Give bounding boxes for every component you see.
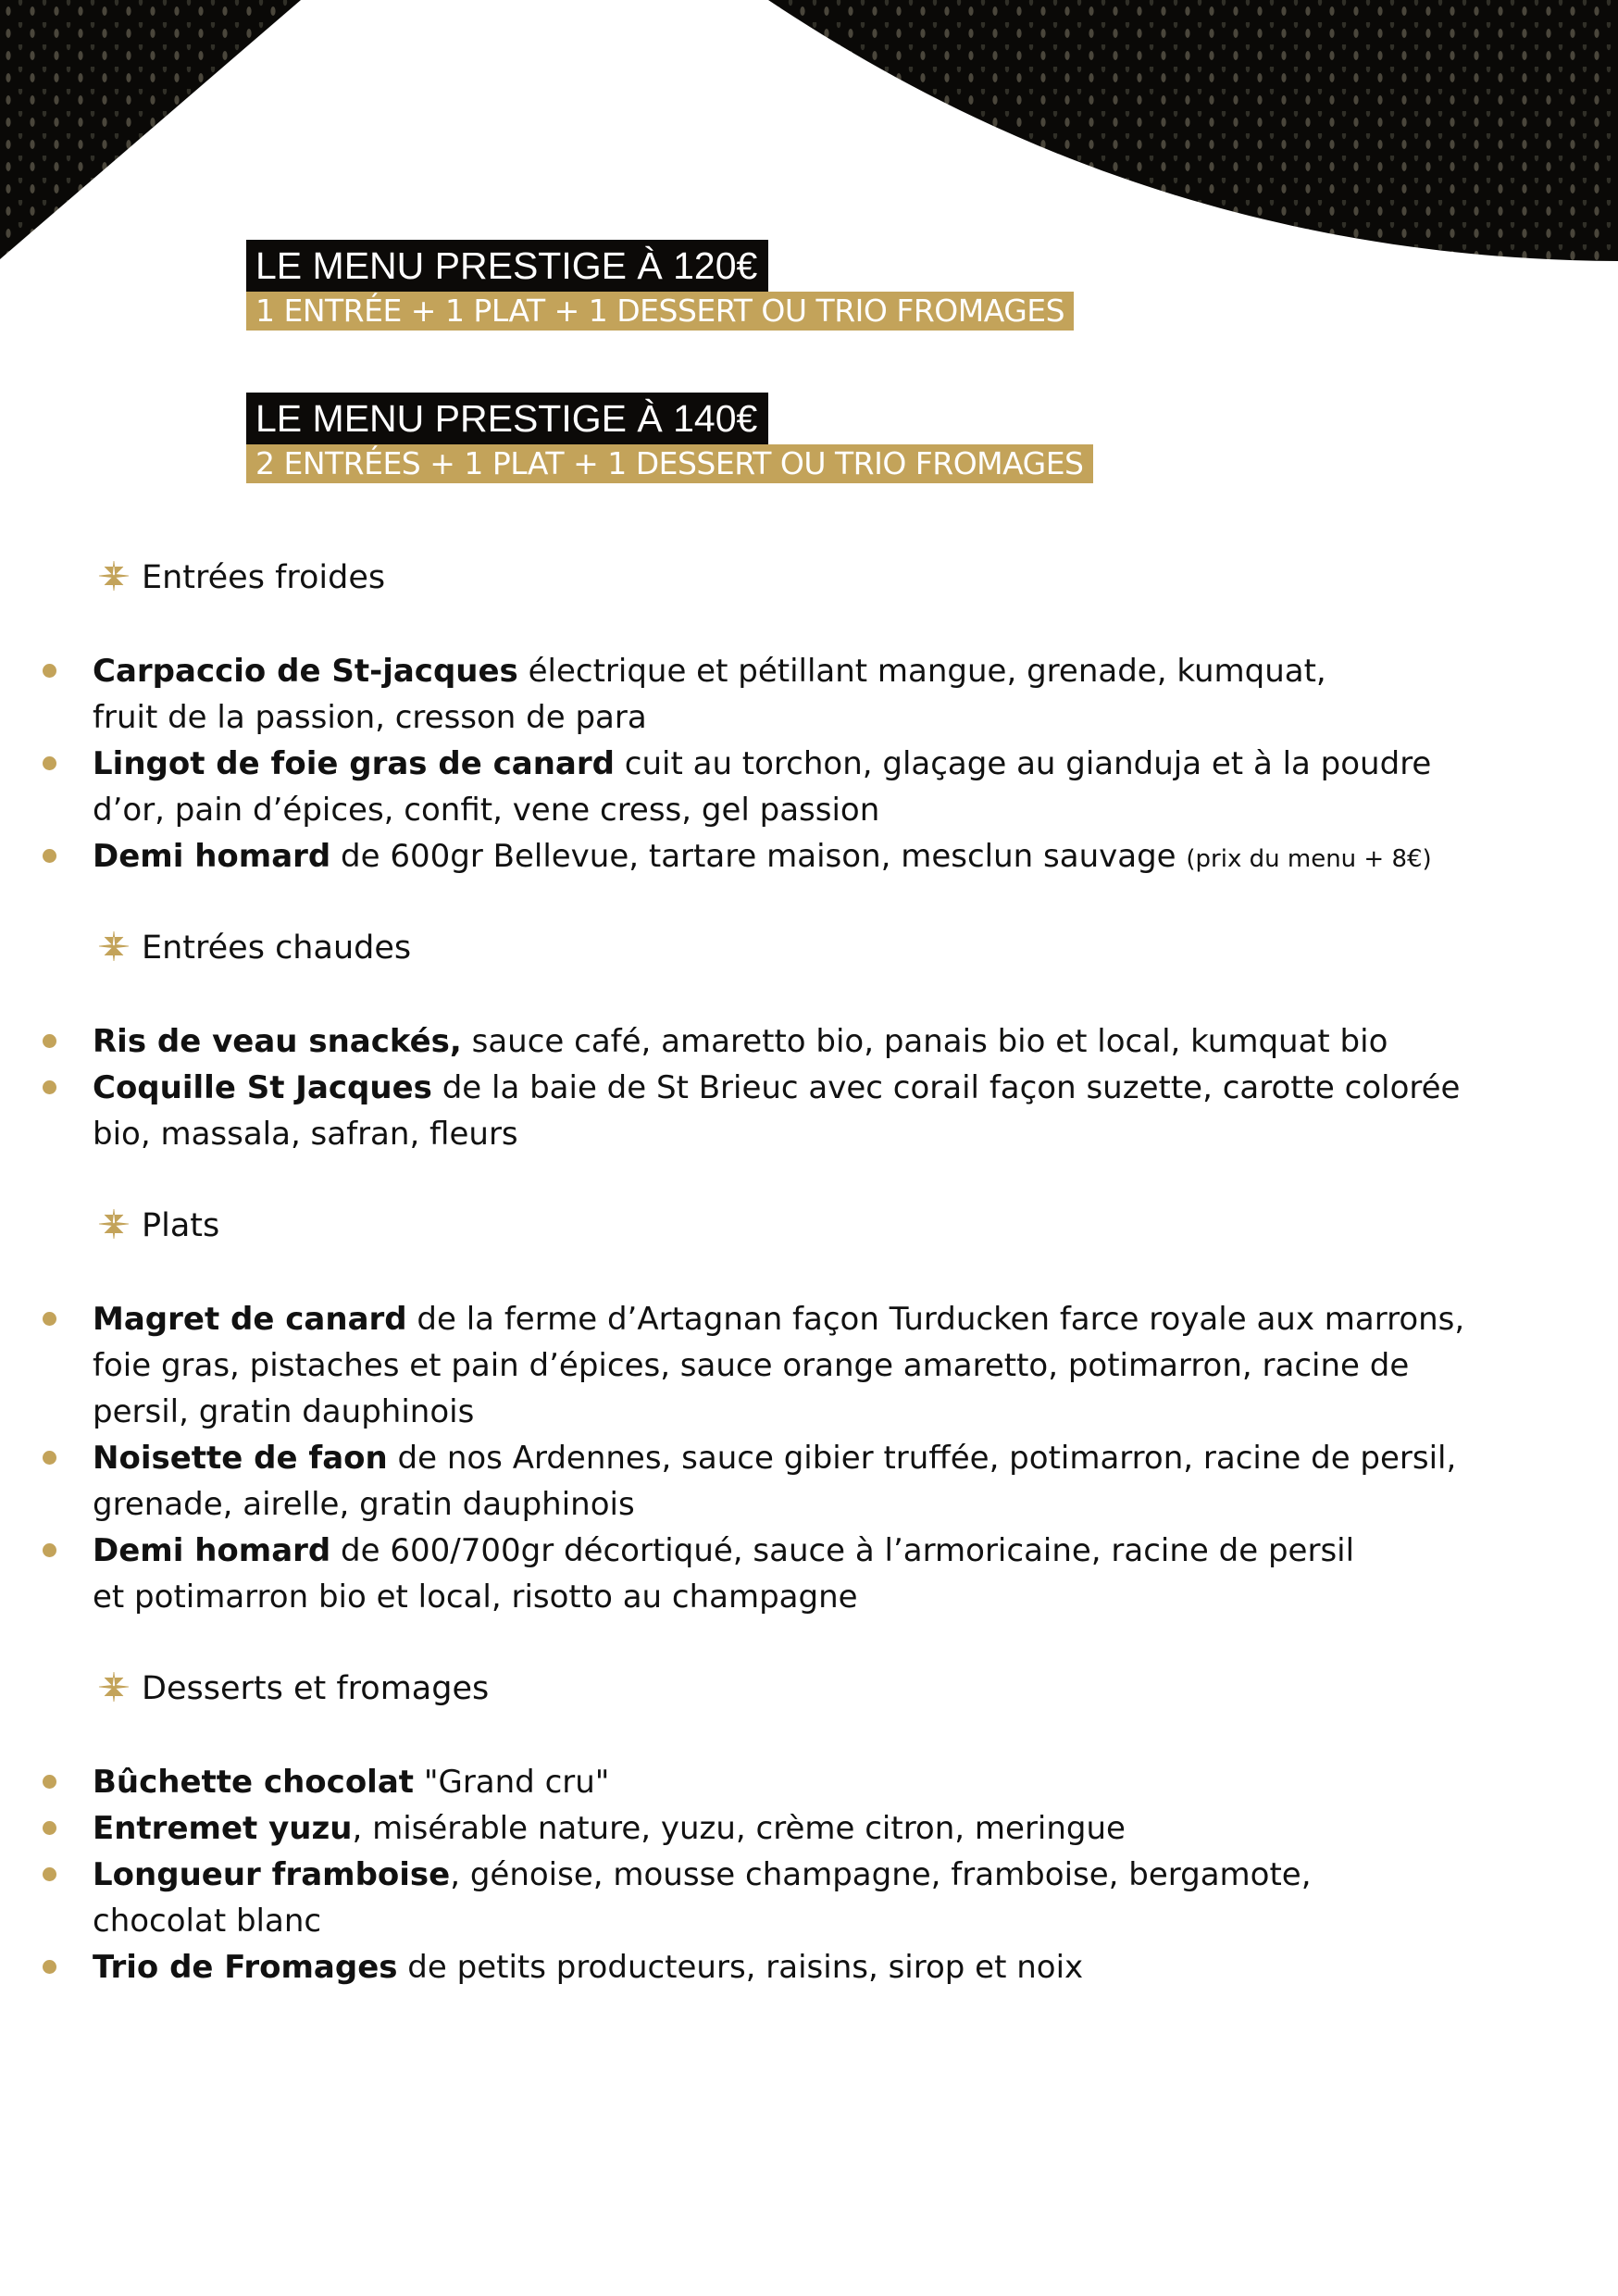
dish-description: de la ferme d’Artagnan façon Turducken farce royale aux marrons,	[406, 1301, 1465, 1338]
section-heading-label: Entrées froides	[142, 559, 386, 596]
dish-description: de nos Ardennes, sauce gibier truffée, potimarron, racine de persil,	[387, 1440, 1457, 1477]
dish-description-continued: foie gras, pistaches et pain d’épices, sauce orange amaretto, potimarron, racine de	[93, 1347, 1410, 1384]
section-heading-desserts	[97, 1668, 489, 1709]
dish-description: , génoise, mousse champagne, framboise, bergamote,	[450, 1856, 1312, 1893]
gold-dot-bullet	[43, 1312, 56, 1326]
gold-dot-bullet	[43, 849, 56, 863]
menu-item-trio-de-fromages	[93, 1944, 1083, 1990]
section-heading-entrees-chaudes	[97, 928, 411, 968]
header-decoration	[0, 0, 1618, 278]
dish-description-continued: et potimarron bio et local, risotto au champagne	[93, 1578, 858, 1616]
section-heading-label: Desserts et fromages	[142, 1670, 490, 1707]
menu-item-noisette-de-faon	[93, 1435, 1456, 1528]
gold-dot-bullet	[43, 1451, 56, 1465]
menu-subtitle: 2 ENTRÉES + 1 PLAT + 1 DESSERT OU TRIO FROMAGES	[246, 444, 1093, 483]
dish-description-continued: fruit de la passion, cresson de para	[93, 699, 647, 736]
menu-subtitle: 1 ENTRÉE + 1 PLAT + 1 DESSERT OU TRIO FROMAGES	[246, 292, 1074, 331]
dish-description-continued: grenade, airelle, gratin dauphinois	[93, 1486, 635, 1523]
top-left-dark-shape	[0, 0, 301, 259]
dish-name: Demi homard	[93, 838, 331, 875]
dish-name: Longueur framboise	[93, 1856, 451, 1893]
dish-name: Demi homard	[93, 1532, 331, 1569]
dish-description: de 600/700gr décortiqué, sauce à l’armoricaine, racine de persil	[330, 1532, 1355, 1569]
menu-item-demi-homard-armoricaine	[93, 1528, 1354, 1620]
dish-name: Bûchette chocolat	[93, 1764, 415, 1801]
sparkle-star-icon	[97, 1207, 131, 1241]
gold-dot-bullet	[43, 1034, 56, 1048]
dish-name: Coquille St Jacques	[93, 1069, 432, 1106]
menu-item-buchette-chocolat	[93, 1759, 609, 1805]
section-heading-label: Plats	[142, 1207, 220, 1244]
menu-item-carpaccio	[93, 648, 1326, 741]
menu-item-lingot-foie-gras	[93, 741, 1431, 833]
section-heading-label: Entrées chaudes	[142, 930, 412, 967]
dish-name: Carpaccio de St-jacques	[93, 653, 518, 690]
dish-description-continued: bio, massala, safran, fleurs	[93, 1116, 518, 1153]
dish-description-continued: persil, gratin dauphinois	[93, 1393, 475, 1430]
dish-name: Entremet yuzu	[93, 1810, 353, 1847]
gold-dot-bullet	[43, 1775, 56, 1789]
menu-title: LE MENU PRESTIGE À 120€	[246, 240, 768, 292]
gold-dot-bullet	[43, 1543, 56, 1557]
section-heading-entrees-froides	[97, 557, 385, 598]
dish-description: cuit au torchon, glaçage au gianduja et à la poudre	[614, 745, 1432, 782]
dish-name: Magret de canard	[93, 1301, 407, 1338]
menu-item-demi-homard-bellevue	[93, 833, 1432, 880]
menu-item-coquille-st-jacques	[93, 1065, 1460, 1157]
section-heading-plats	[97, 1205, 219, 1246]
dish-description-continued: d’or, pain d’épices, confit, vene cress, gel passion	[93, 792, 880, 829]
gold-dot-bullet	[43, 1867, 56, 1881]
menu-prestige-120	[246, 240, 1074, 331]
dish-description: de 600gr Bellevue, tartare maison, mesclun sauvage	[330, 838, 1187, 875]
gold-dot-bullet	[43, 664, 56, 678]
gold-dot-bullet	[43, 1960, 56, 1974]
sparkle-star-icon	[97, 1670, 131, 1703]
gold-dot-bullet	[43, 1821, 56, 1835]
menu-item-longueur-framboise	[93, 1852, 1312, 1944]
price-supplement-note: (prix du menu + 8€)	[1186, 845, 1432, 873]
sparkle-star-icon	[97, 559, 131, 593]
dish-name: Ris de veau snackés,	[93, 1023, 462, 1060]
menu-prestige-140	[246, 393, 1093, 483]
menu-title: LE MENU PRESTIGE À 140€	[246, 393, 768, 444]
dish-description: , misérable nature, yuzu, crème citron, meringue	[352, 1810, 1126, 1847]
sparkle-star-icon	[97, 930, 131, 963]
menu-item-magret-de-canard	[93, 1296, 1464, 1435]
dish-description: "Grand cru"	[414, 1764, 610, 1801]
dish-description: de la baie de St Brieuc avec corail façon suzette, carotte colorée	[431, 1069, 1461, 1106]
dish-description: de petits producteurs, raisins, sirop et noix	[397, 1949, 1084, 1986]
gold-dot-bullet	[43, 1080, 56, 1094]
dish-description: électrique et pétillant mangue, grenade, kumquat,	[517, 653, 1326, 690]
dish-name: Lingot de foie gras de canard	[93, 745, 615, 782]
dish-description-continued: chocolat blanc	[93, 1903, 322, 1940]
menu-item-ris-de-veau	[93, 1018, 1388, 1065]
top-right-dark-wave	[768, 0, 1618, 261]
dish-description: sauce café, amaretto bio, panais bio et local, kumquat bio	[461, 1023, 1388, 1060]
dish-name: Noisette de faon	[93, 1440, 388, 1477]
gold-dot-bullet	[43, 756, 56, 770]
menu-item-entremet-yuzu	[93, 1805, 1126, 1852]
dish-name: Trio de Fromages	[93, 1949, 398, 1986]
